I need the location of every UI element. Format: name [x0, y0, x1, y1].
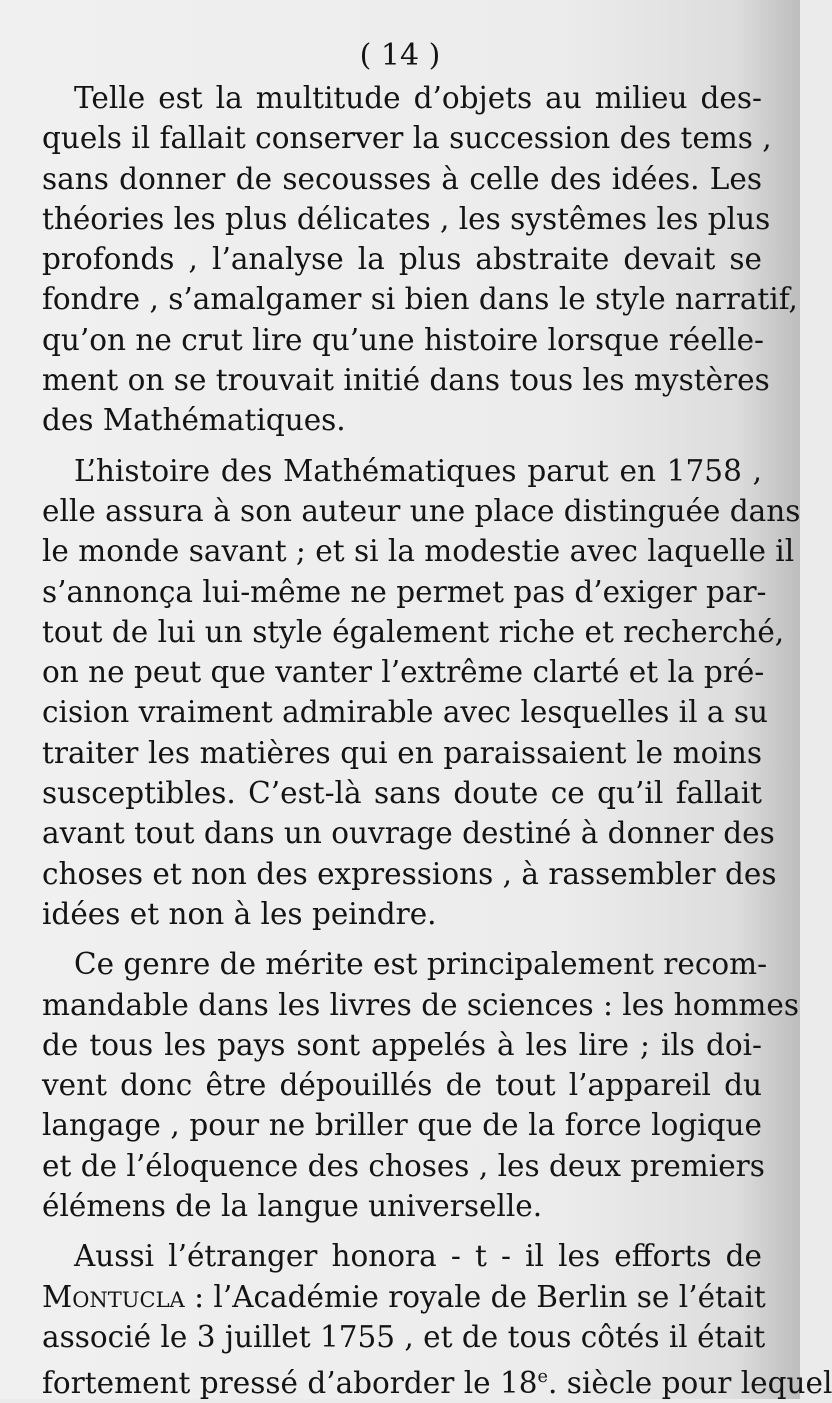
text-line: vent donc être dépouillés de tout l’appareil du [42, 1068, 762, 1103]
text-line [42, 1357, 832, 1403]
text-line: on ne peut que vanter l’extrême clarté et la pré- [42, 655, 765, 690]
text-fragment: fortement pressé d’aborder le 18 [42, 1366, 538, 1401]
text-line: cision vraiment admirable avec lesquelles il a su [42, 695, 769, 730]
text-line: élémens de la langue universelle. [42, 1189, 543, 1224]
text-line: choses et non des expressions , à rassembler des [42, 856, 777, 891]
text-line: L’histoire des Mathématiques parut en 1758 , [74, 453, 762, 488]
text-line: associé le 3 juillet 1755 , et de tous côtés il était [42, 1319, 766, 1354]
text-line: idées et non à les peindre. [42, 896, 437, 931]
author-name: Montucla [42, 1279, 185, 1314]
text-line: Telle est la multitude d’objets au milieu des- [74, 81, 762, 115]
text-fragment: . siècle pour lequel [548, 1366, 832, 1401]
text-line: tout de lui un style également riche et recherché, [42, 614, 785, 649]
text-line: des Mathématiques. [42, 403, 346, 438]
text-line: s’annonça lui-même ne permet pas d’exiger par- [42, 574, 767, 609]
paragraph-1 [42, 78, 798, 441]
text-line: elle assura à son auteur une place distinguée dans [42, 493, 801, 528]
text-line: fondre , s’amalgamer si bien dans le style narratif, [42, 282, 798, 317]
text-line: et de l’éloquence des choses , les deux premiers [42, 1148, 765, 1183]
paragraph-3 [42, 944, 799, 1226]
text-line [42, 1277, 766, 1317]
body-text [42, 78, 832, 1403]
text-line: sans donner de secousses à celle des idées. Les [42, 161, 762, 196]
paragraph-4 [42, 1236, 832, 1403]
text-fragment: : l’Académie royale de Berlin se l’était [184, 1279, 766, 1314]
text-line: quels il fallait conserver la succession des tems , [42, 121, 772, 156]
text-line: mandable dans les livres de sciences : les hommes [42, 987, 799, 1022]
text-line: Ce genre de mérite est principalement recom- [74, 947, 768, 982]
text-line: profonds , l’analyse la plus abstraite devait se [42, 242, 762, 277]
superscript: e [537, 1367, 549, 1388]
paragraph-2 [42, 451, 801, 935]
text-line: traiter les matières qui en paraissaient le moins [42, 735, 762, 770]
text-line: le monde savant ; et si la modestie avec laquelle il [42, 534, 795, 569]
text-line: théories les plus délicates , les systêmes les plus [42, 201, 771, 236]
page-number: ( 14 ) [359, 38, 441, 73]
text-line: langage , pour ne briller que de la force logique [42, 1108, 762, 1143]
text-line: Aussi l’étranger honora - t - il les efforts de [74, 1239, 762, 1274]
text-line: avant tout dans un ouvrage destiné à donner des [42, 816, 775, 851]
text-line: de tous les pays sont appelés à les lire ; ils doi- [42, 1027, 762, 1062]
text-line: ment on se trouvait initié dans tous les mystères [42, 363, 770, 398]
text-line: qu’on ne crut lire qu’une histoire lorsque réelle- [42, 322, 765, 357]
text-line: susceptibles. C’est-là sans doute ce qu’il fallait [42, 776, 762, 811]
